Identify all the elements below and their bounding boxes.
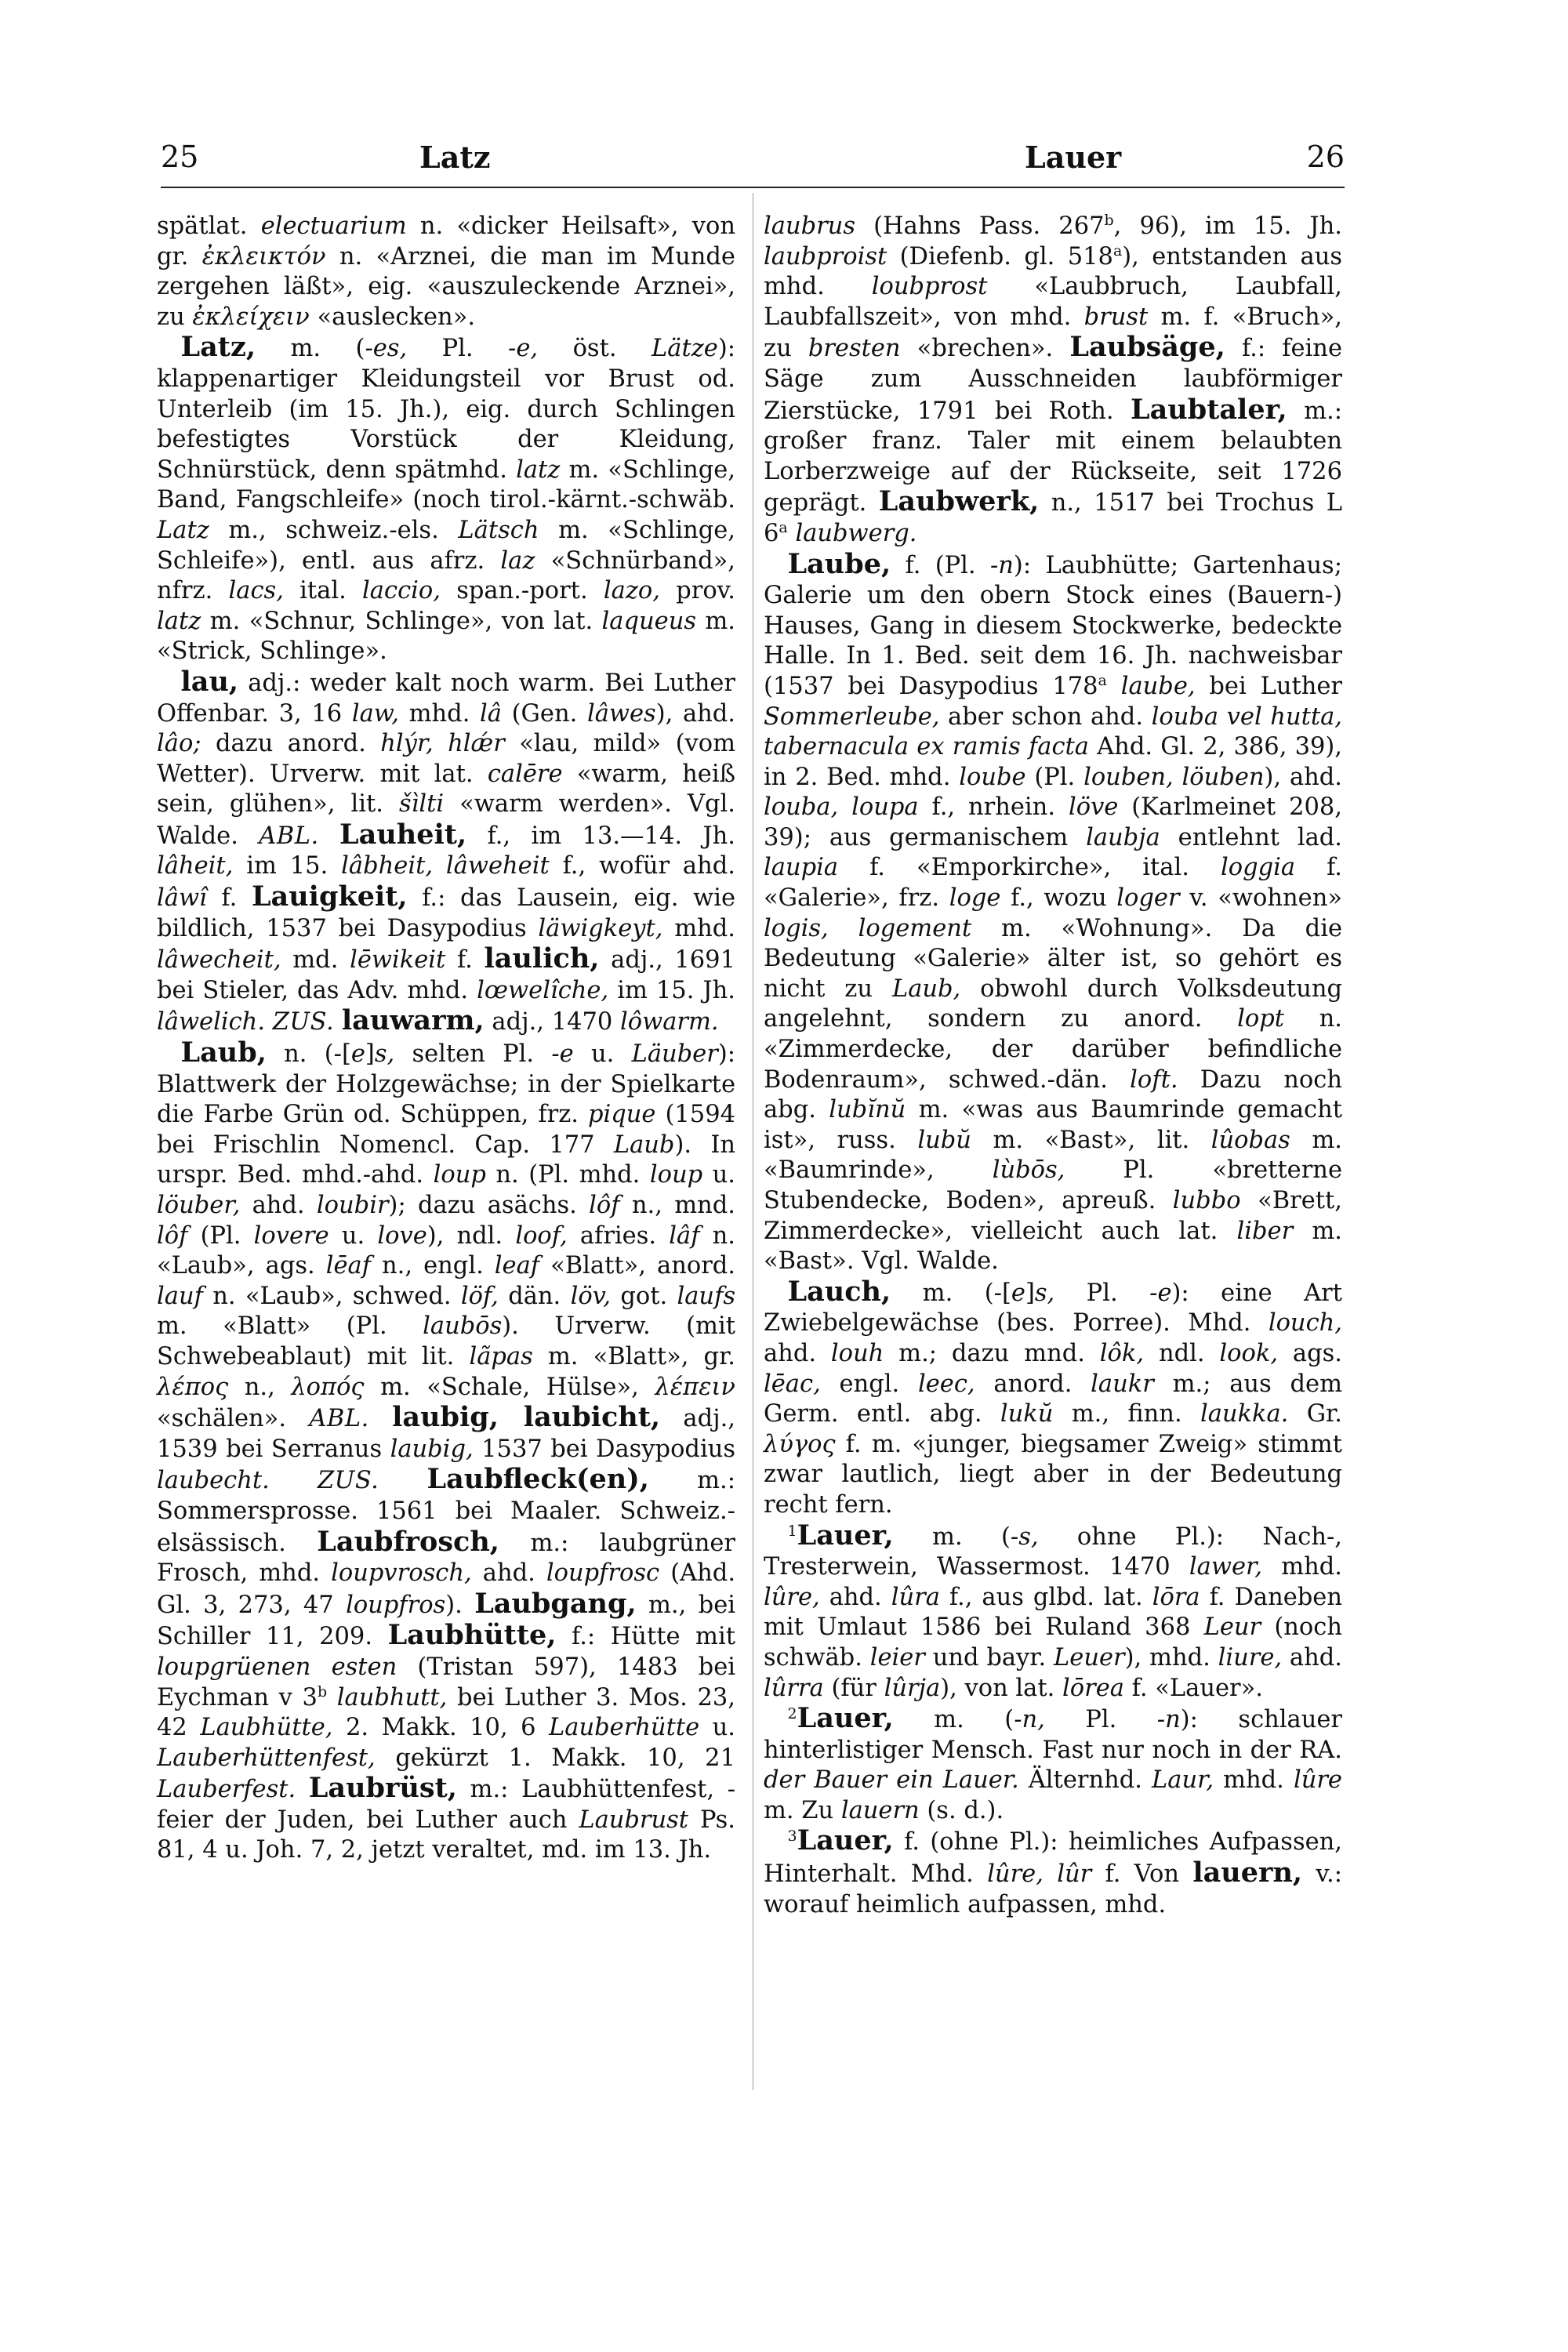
headword: lau, (180, 665, 239, 698)
left-column (157, 212, 735, 1866)
headword: Laubfleck(en), (426, 1463, 649, 1496)
entry-lauer-3: $^3$Lauer, f. (ohne Pl.): heimliches Aufpassen, Hinterhalt. Mhd. lûre, lûr f. Von lauern, v.: worauf heimlich aufpassen, mhd. (764, 1824, 1342, 1918)
right-column (764, 212, 1342, 1920)
headword: laubig, laubicht, (392, 1401, 661, 1434)
headword: Laubhütte, (387, 1619, 557, 1652)
headword: Laubfrosch, (317, 1525, 499, 1558)
headword: Lauer, (797, 1824, 894, 1857)
page-number-left: 25 (161, 140, 199, 174)
running-headword-right: Lauer (1025, 140, 1122, 175)
headword: Lauigkeit, (251, 880, 408, 913)
entry-lau: lau, adj.: weder kalt noch warm. Bei Luther Offenbar. 3, 16 law, mhd. lâ (Gen. lâwes), ahd. lâo; dazu anord. hlýr, hlǽr «lau, mild» (vom Wetter). Urverw. mit lat. calēre «warm, heiß sein, glühen», lit. šìlti «warm werden». Vgl. Walde. ABL. Lauheit, f., im 13.—14. Jh. lâheit, im 15. lâbheit, lâweheit f., wofür ahd. lâwî f. Lauigkeit, f.: das Lausein, eig. wie bildlich, 1537 bei Dasypodius läwigkeyt, mhd. lâwecheit, md. lēwikeit f. laulich, adj., 1691 bei Stieler, das Adv. mhd. lœwelîche, im 15. Jh. lâwelich. ZUS. lauwarm, adj., 1470 lôwarm. (157, 665, 736, 1037)
headword: Laubsäge, (1069, 331, 1225, 364)
headword: lauern, (1192, 1857, 1303, 1889)
headword: Laubwerk, (878, 485, 1040, 518)
headword: Lauheit, (339, 818, 467, 851)
headword: lauwarm, (341, 1004, 485, 1037)
headword: Laube, (787, 547, 891, 580)
header-rule (161, 187, 1345, 188)
entry-lauer-1: $^1$Lauer, m. (-s, ohne Pl.): Nach-, Tresterwein, Wassermost. 1470 lawer, mhd. lûre, ahd. lûra f., aus glbd. lat. lōra f. Daneben mit Umlaut 1586 bei Ruland 368 Leur (noch schwäb. leier und bayr. Leuer), mhd. liure, ahd. lûrra (für lûrja), von lat. lōrea f. «Lauer». (764, 1519, 1343, 1702)
entry-electuarium-continued: spätlat. electuarium n. «dicker Heilsaft», von gr. ἐκλεικτόν n. «Arznei, die man im Munde zergehen läßt», eig. «auszuleckende Arznei», zu ἐκλείχειν «auslecken». (157, 212, 735, 331)
headword: laulich, (484, 942, 600, 975)
headword: Laubtaler, (1130, 393, 1287, 426)
headword: Lauch, (787, 1275, 891, 1308)
page-header (161, 140, 1345, 187)
headword: Latz, (180, 331, 256, 364)
entry-laube: Laube, f. (Pl. -n): Laubhütte; Gartenhaus; Galerie um den obern Stock eines (Bauern-) Hauses, Gang in diesem Stockwerke, bedeckte Halle. In 1. Bed. seit dem 16. Jh. nachweisbar (1537 bei Dasypodius 178$^a$ laube, bei Luther Sommerleube, aber schon ahd. louba vel hutta, tabernacula ex ramis facta Ahd. Gl. 2, 386, 39), in 2. Bed. mhd. loube (Pl. louben, löuben), ahd. louba, loupa f., nrhein. löve (Karlmeinet 208, 39); aus germanischem laubja entlehnt lad. laupia f. «Emporkirche», ital. loggia f. «Galerie», frz. loge f., wozu loger v. «wohnen» logis, logement m. «Wohnung». Da die Bedeutung «Galerie» älter ist, so gehört es nicht zu Laub, obwohl durch Volksdeutung angelehnt, sondern zu anord. lopt n. «Zimmerdecke, der darüber befindliche Bodenraum», schwed.-dän. loft. Dazu noch abg. lubĭnŭ m. «was aus Baumrinde gemacht ist», russ. lubŭ m. «Bast», lit. lûobas m. «Baumrinde», lùbōs, Pl. «bretterne Stubendecke, Boden», apreuß. lubbo «Brett, Zimmerdecke», vielleicht auch lat. liber m. «Bast». Vgl. Walde. (764, 547, 1343, 1276)
entry-latz: Latz, m. (-es, Pl. -e, öst. Lätze): klappenartiger Kleidungsteil vor Brust od. Unterleib (im 15. Jh.), eig. durch Schlingen befestigtes Vorstück der Kleidung, Schnürstück, denn spätmhd. latz m. «Schlinge, Band, Fangschleife» (noch tirol.-kärnt.-schwäb. Latz m., schweiz.-els. Lätsch m. «Schlinge, Schleife»), entl. aus afrz. laz «Schnürband», nfrz. lacs, ital. laccio, span.-port. lazo, prov. latz m. «Schnur, Schlinge», von lat. laqueus m. «Strick, Schlinge». (157, 331, 736, 666)
headword: Lauer, (797, 1519, 894, 1552)
entry-lauch: Lauch, m. (-[e]s, Pl. -e): eine Art Zwiebelgewächse (bes. Porree). Mhd. louch, ahd. louh m.; dazu mnd. lôk, ndl. look, ags. lēac, engl. leec, anord. laukr m.; aus dem Germ. entl. abg. lukŭ m., finn. laukka. Gr. λύγος f. m. «junger, biegsamer Zweig» stimmt zwar lautlich, liegt aber in der Bedeutung recht fern. (764, 1275, 1342, 1519)
headword: Lauer, (797, 1702, 894, 1735)
entry-laubruest-continued: laubrus (Hahns Pass. 267$^b$, 96), im 15. Jh. laubproist (Diefenb. gl. 518$^a$), entstanden aus mhd. loubprost «Laubbruch, Laubfall, Laubfallszeit», von mhd. brust m. f. «Bruch», zu bresten «brechen». Laubsäge, f.: feine Säge zum Ausschneiden laubförmiger Zierstücke, 1791 bei Roth. Laubtaler, m.: großer franz. Taler mit einem belaubten Lorberzweige auf der Rückseite, seit 1726 geprägt. Laubwerk, n., 1517 bei Trochus L 6$^a$ laubwerg. (764, 211, 1343, 547)
headword: Laubrüst, (308, 1772, 457, 1805)
running-headword-left: Latz (419, 140, 491, 175)
headword: Laubgang, (474, 1587, 637, 1620)
entry-lauer-2: $^2$Lauer, m. (-n, Pl. -n): schlauer hinterlistiger Mensch. Fast nur noch in der RA. der Bauer ein Lauer. Älternhd. Laur, mhd. lûre m. Zu lauern (s. d.). (764, 1702, 1342, 1824)
entry-laub: Laub, n. (-[e]s, selten Pl. -e u. Läuber): Blattwerk der Holzgewächse; in der Spielkarte die Farbe Grün od. Schüppen, frz. pique (1594 bei Frischlin Nomencl. Cap. 177 Laub). In urspr. Bed. mhd.-ahd. loup n. (Pl. mhd. loup u. löuber, ahd. loubir); dazu asächs. lôf n., mnd. lôf (Pl. lovere u. love), ndl. loof, afries. lâf n. «Laub», ags. lēaf n., engl. leaf «Blatt», anord. lauf n. «Laub», schwed. löf, dän. löv, got. laufs m. «Blatt» (Pl. laubōs). Urverw. (mit Schwebeablaut) mit lit. lãpas m. «Blatt», gr. λέπος n., λοπός m. «Schale, Hülse», λέπειν «schälen». ABL. laubig, laubicht, adj., 1539 bei Serranus laubig, 1537 bei Dasypodius laubecht. ZUS. Laubfleck(en), m.: Sommersprosse. 1561 bei Maaler. Schweiz.-elsässisch. Laubfrosch, m.: laubgrüner Frosch, mhd. loupvrosch, ahd. loupfrosc (Ahd. Gl. 3, 273, 47 loupfros). Laubgang, m., bei Schiller 11, 209. Laubhütte, f.: Hütte mit loupgrüenen esten (Tristan 597), 1483 bei Eychman v 3$^b$ laubhutt, bei Luther 3. Mos. 23, 42 Laubhütte, 2. Makk. 10, 6 Lauberhütte u. Lauberhüttenfest, gekürzt 1. Makk. 10, 21 Lauberfest. Laubrüst, m.: Laubhüttenfest, -feier der Juden, bei Luther auch Laubrust Ps. 81, 4 u. Joh. 7, 2, jetzt veraltet, md. im 13. Jh. (157, 1036, 736, 1864)
page-number-right: 26 (1306, 140, 1345, 174)
headword: Laub, (180, 1036, 267, 1069)
